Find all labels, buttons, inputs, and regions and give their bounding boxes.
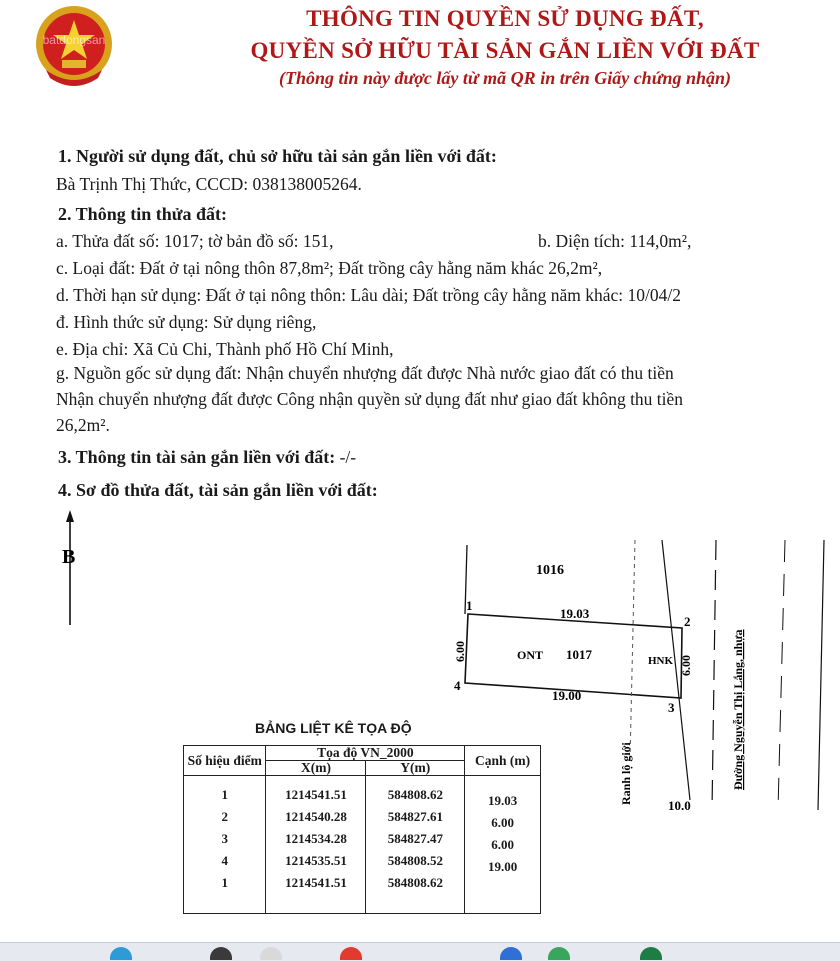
x-column [266, 776, 366, 914]
left-edge-length: 6.00 [453, 641, 467, 662]
section3-value: -/- [335, 447, 357, 467]
edge-column [465, 776, 541, 914]
section3-heading: 3. Thông tin tài sản gắn liền với đất: [58, 447, 336, 467]
point-cell: 1 [221, 787, 228, 802]
col-x-header: X(m) [266, 761, 366, 776]
bottom-edge-length: 19.00 [552, 688, 582, 703]
section2-heading: 2. Thông tin thửa đất: [58, 204, 228, 224]
area-line: b. Diện tích: 114,0m², [538, 231, 692, 251]
point-column [184, 776, 266, 914]
national-emblem-logo [28, 4, 120, 90]
point-4-label: 4 [454, 678, 461, 693]
y-cell: 584827.61 [387, 809, 443, 824]
y-cell: 584808.62 [387, 787, 443, 802]
origin-line-3: 26,2m². [56, 415, 110, 435]
edge-cell: 6.00 [491, 815, 514, 830]
col-y-header: Y(m) [366, 761, 465, 776]
x-cell: 1214535.51 [285, 853, 347, 868]
point-cell: 2 [221, 809, 228, 824]
x-cell: 1214540.28 [285, 809, 347, 824]
right-edge-length: 6.00 [679, 655, 693, 676]
section3-line [58, 447, 356, 468]
document-title-line1: THÔNG TIN QUYỀN SỬ DỤNG ĐẤT, [306, 6, 704, 31]
y-column [366, 776, 465, 914]
coordinate-table-title: BẢNG LIỆT KÊ TỌA ĐỘ [255, 720, 412, 736]
point-2-label: 2 [684, 614, 691, 629]
x-cell: 1214541.51 [285, 787, 347, 802]
top-edge-length: 19.03 [560, 606, 590, 621]
col-coord-header: Tọa độ VN_2000 [266, 746, 465, 761]
north-arrow-head [66, 510, 74, 522]
land-type-hnk: HNK [648, 655, 674, 667]
usage-form-line: đ. Hình thức sử dụng: Sử dụng riêng, [56, 312, 317, 332]
road-edge-right [778, 540, 785, 810]
north-label: B [62, 546, 76, 568]
road-far-edge [818, 540, 824, 810]
x-cell: 1214534.28 [285, 831, 347, 846]
point-cell: 4 [221, 853, 228, 868]
section4-heading: 4. Sơ đồ thửa đất, tài sản gắn liền với đất: [58, 480, 378, 500]
col-point-header: Số hiệu điểm [184, 746, 266, 776]
address-line: e. Địa chỉ: Xã Củ Chi, Thành phố Hồ Chí Minh, [56, 339, 394, 359]
point-3-label: 3 [668, 700, 675, 715]
usage-term-line: d. Thời hạn sử dụng: Đất ở tại nông thôn: Lâu dài; Đất trồng cây hằng năm khác: 10/04/2 [56, 285, 681, 305]
road-name-label: Đường Nguyễn Thị Lắng, nhựa [731, 629, 745, 790]
point-cell: 1 [221, 875, 228, 890]
edge-cell: 19.00 [487, 859, 518, 874]
ont-hnk-divider [630, 540, 635, 760]
road-distance-label: 10.0 [668, 798, 691, 813]
point-cell: 3 [221, 831, 228, 846]
x-cell: 1214541.51 [285, 875, 347, 890]
section1-heading: 1. Người sử dụng đất, chủ sở hữu tài sản gắn liền với đất: [58, 146, 497, 166]
y-cell: 584808.62 [387, 875, 443, 890]
land-type-ont: ONT [517, 648, 544, 662]
land-type-line: c. Loại đất: Đất ở tại nông thôn 87,8m²; Đất trồng cây hằng năm khác 26,2m², [56, 258, 603, 278]
document-subtitle: (Thông tin này được lấy từ mã QR in trên Giấy chứng nhận) [278, 68, 732, 88]
edge-cell: 6.00 [491, 837, 514, 852]
parcel-number-line: a. Thửa đất số: 1017; tờ bản đồ số: 151, [56, 231, 334, 251]
y-cell: 584808.52 [387, 853, 443, 868]
origin-line-2: Nhận chuyển nhượng đất được Công nhận quyền sử dụng đất như giao đất không thu tiền [56, 389, 684, 409]
coordinate-table [183, 745, 541, 914]
y-cell: 584827.47 [387, 831, 443, 846]
origin-line-1: g. Nguồn gốc sử dụng đất: Nhận chuyển nhượng đất được Nhà nước giao đất có thu tiền [56, 363, 674, 383]
parcel-number-1017: 1017 [566, 647, 592, 662]
edge-cell: 19.03 [487, 793, 518, 808]
col-edge-header: Cạnh (m) [465, 746, 541, 776]
svg-text:batdongsan: batdongsan [42, 33, 106, 47]
boundary-label: Ranh lộ giới [619, 742, 633, 805]
neighbor-parcel-number: 1016 [536, 563, 564, 578]
document-title-line2: QUYỀN SỞ HỮU TÀI SẢN GẮN LIỀN VỚI ĐẤT [250, 38, 760, 63]
owner-info: Bà Trịnh Thị Thức, CCCD: 038138005264. [56, 174, 362, 194]
point-1-label: 1 [466, 598, 473, 613]
road-centerline [712, 540, 716, 810]
